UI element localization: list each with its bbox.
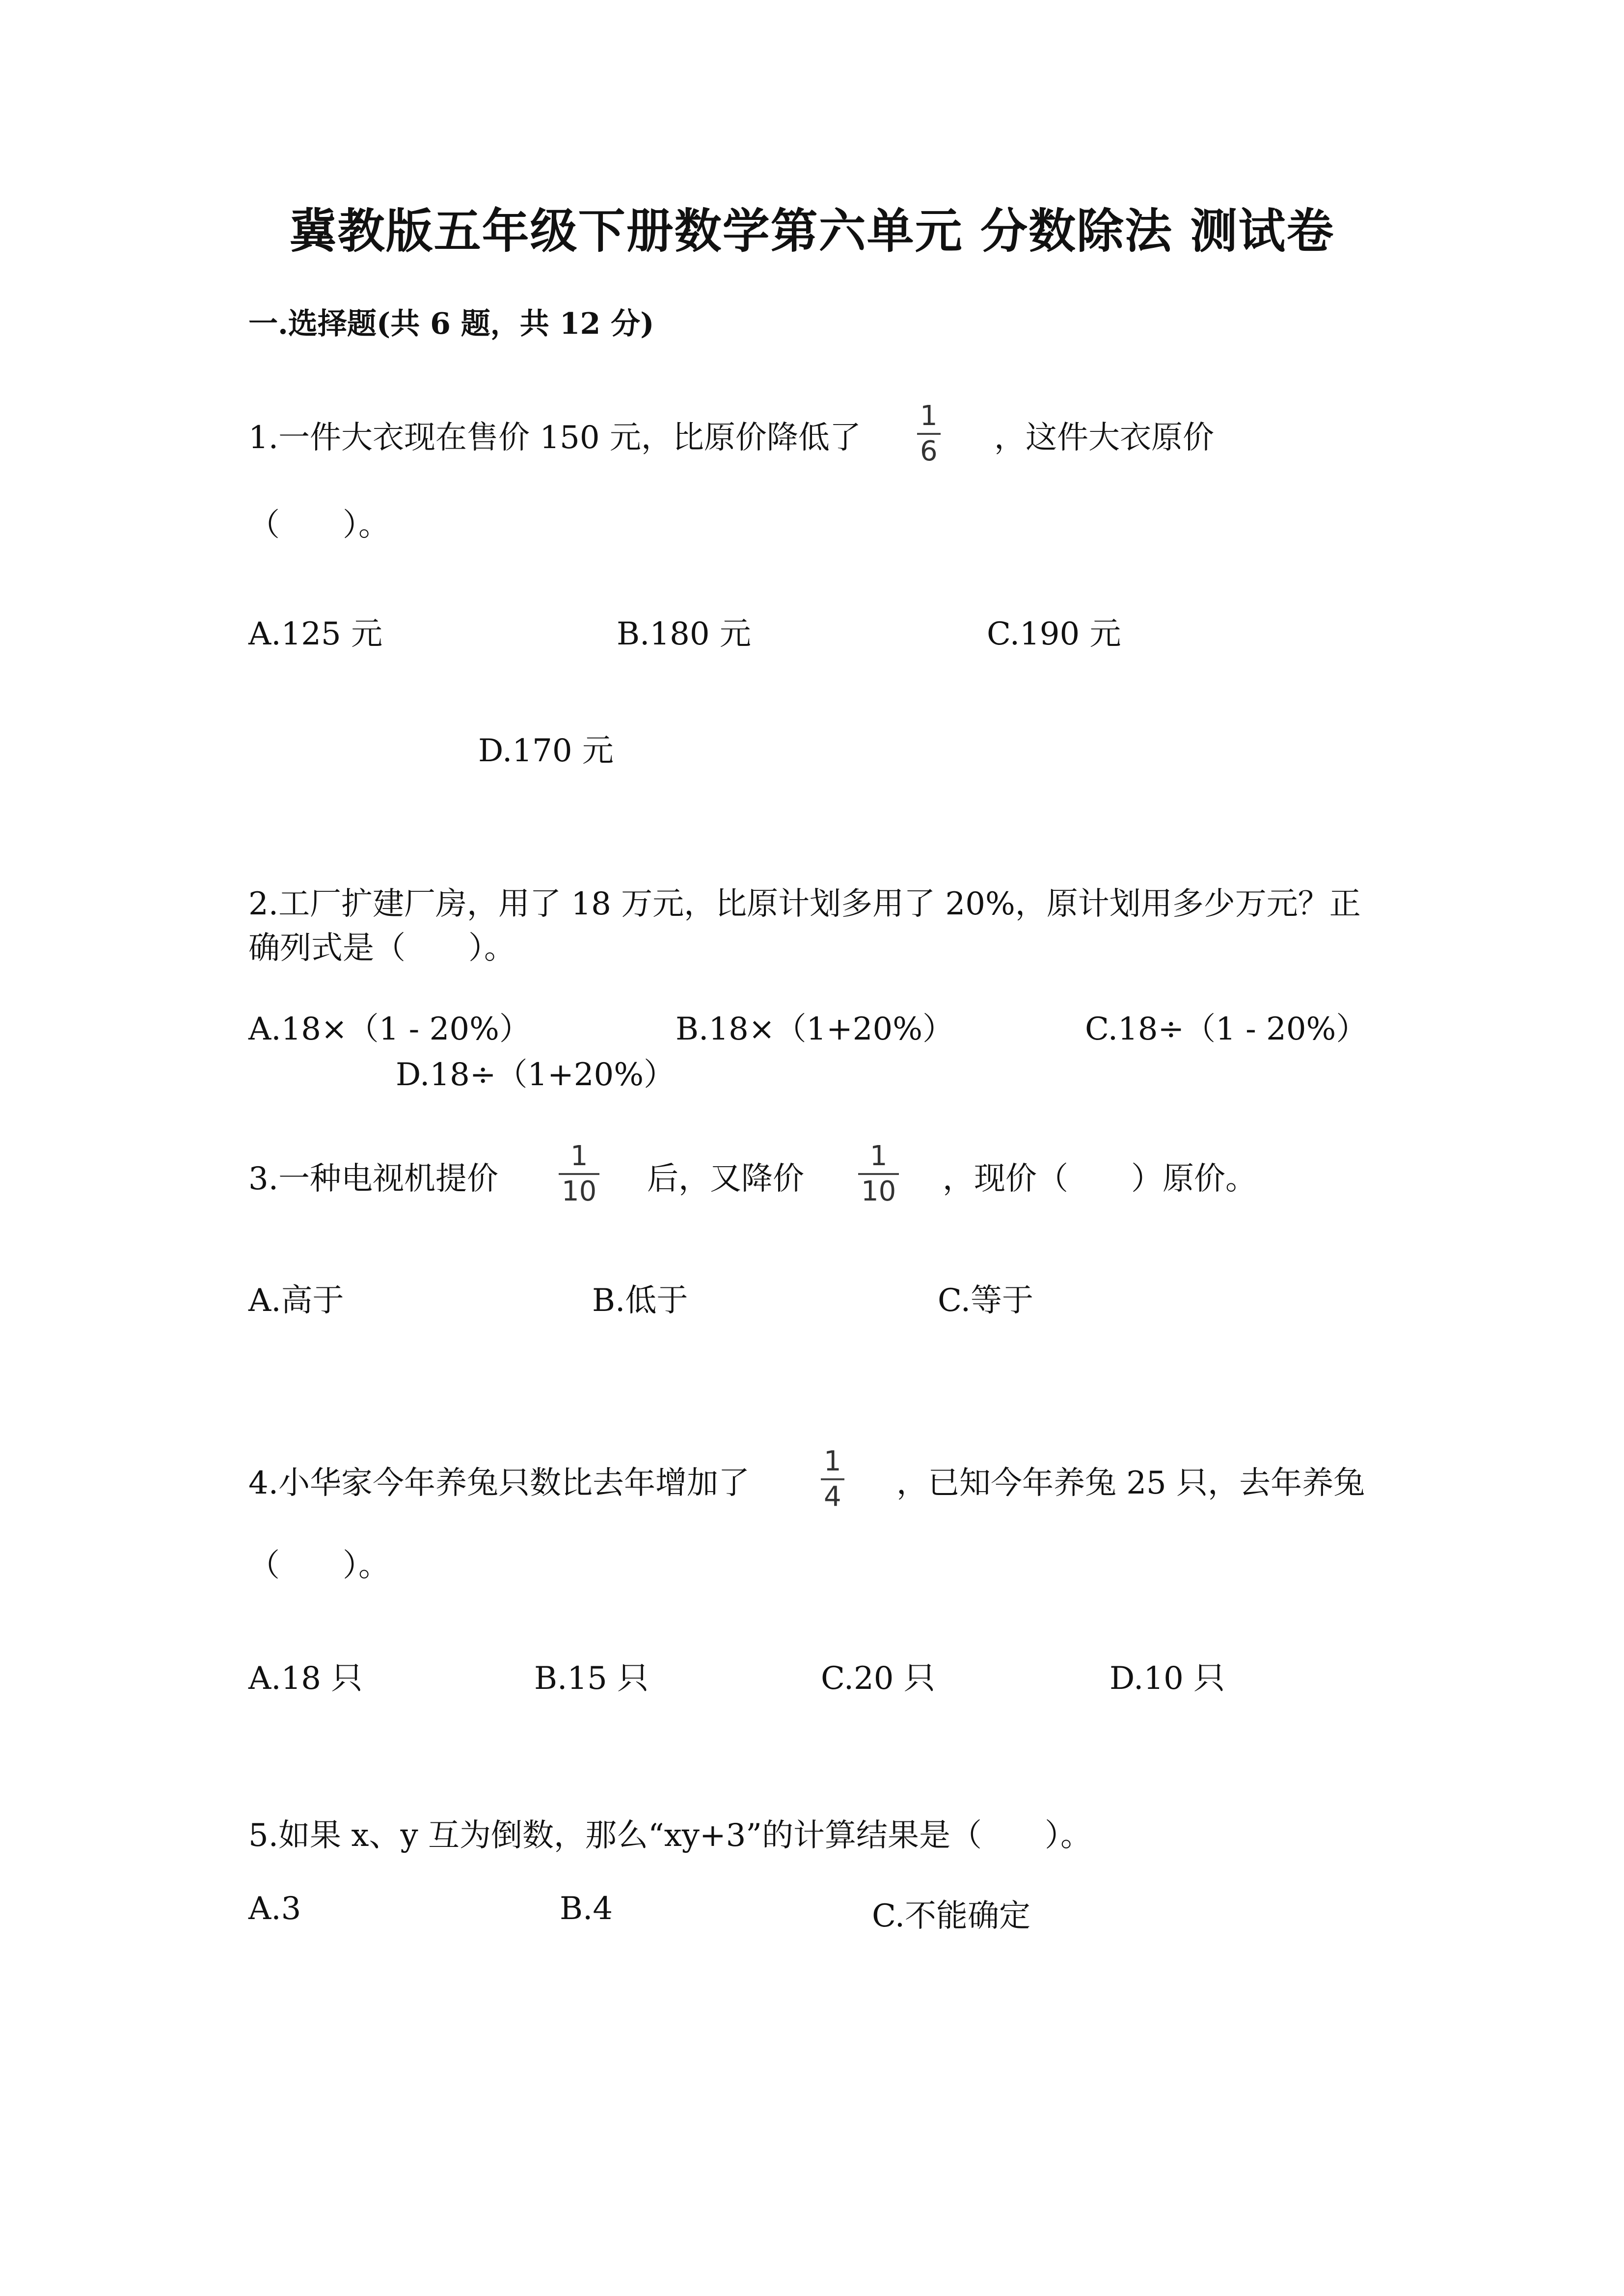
option-2-a[interactable]: A.18×（1 - 20%） [248, 1011, 531, 1047]
option-1-c[interactable]: C.190 元 [987, 616, 1121, 652]
fraction-denominator: 6 [920, 435, 938, 467]
fraction-denominator: 4 [824, 1481, 841, 1513]
option-3-c[interactable]: C.等于 [938, 1282, 1034, 1319]
option-2-d[interactable]: D.18÷（1+20%） [396, 1057, 676, 1093]
question-4-blank: （ ）。 [248, 1548, 390, 1584]
fraction-1-10-second [858, 1140, 899, 1207]
section-heading: 一.选择题(共 6 题，共 12 分) [248, 307, 654, 341]
option-2-b[interactable]: B.18×（1+20%） [676, 1011, 954, 1047]
fraction-numerator: 1 [570, 1140, 588, 1172]
fraction-1-10-first [559, 1140, 599, 1207]
fraction-numerator: 1 [869, 1140, 888, 1172]
option-1-b[interactable]: B.180 元 [617, 616, 751, 652]
question-1-text-a: 1.一件大衣现在售价 150 元，比原价降低了 [248, 420, 861, 456]
fraction-denominator: 10 [562, 1175, 597, 1207]
question-1-blank: （ ）。 [248, 507, 390, 543]
option-5-c[interactable]: C.不能确定 [872, 1898, 1031, 1934]
question-4-text-b: ，已知今年养兔 25 只，去年养兔 [896, 1465, 1365, 1501]
option-4-a[interactable]: A.18 只 [248, 1660, 363, 1697]
option-4-d[interactable]: D.10 只 [1110, 1660, 1225, 1697]
question-2-text-line1: 2.工厂扩建厂房，用了 18 万元，比原计划多用了 20%，原计划用多少万元？正 [248, 886, 1361, 922]
fraction-numerator: 1 [824, 1445, 841, 1477]
fraction-1-6 [917, 402, 941, 465]
question-2-text-line2: 确列式是（ ）。 [248, 930, 515, 966]
page-title: 冀教版五年级下册数学第六单元 分数除法 测试卷 [289, 203, 1335, 259]
option-5-b[interactable]: B.4 [560, 1891, 613, 1927]
fraction-1-4 [821, 1445, 844, 1513]
option-5-a[interactable]: A.3 [248, 1891, 301, 1927]
option-3-a[interactable]: A.高于 [248, 1282, 344, 1319]
option-1-a[interactable]: A.125 元 [248, 616, 383, 652]
question-4-text-a: 4.小华家今年养兔只数比去年增加了 [248, 1465, 750, 1501]
option-1-d[interactable]: D.170 元 [478, 733, 614, 769]
fraction-denominator: 10 [861, 1175, 896, 1207]
question-5-text: 5.如果 x、y 互为倒数，那么“xy+3”的计算结果是（ ）。 [248, 1817, 1092, 1854]
option-4-b[interactable]: B.15 只 [534, 1660, 649, 1697]
option-2-c[interactable]: C.18÷（1 - 20%） [1085, 1011, 1368, 1047]
question-3-text-b: 后，又降价 [647, 1161, 804, 1197]
question-1-text-b: ，这件大衣原价 [994, 420, 1214, 456]
question-3-text-c: ，现价（ ）原价。 [943, 1161, 1257, 1197]
fraction-numerator: 1 [920, 400, 938, 432]
option-3-b[interactable]: B.低于 [592, 1282, 688, 1319]
question-3-text-a: 3.一种电视机提价 [248, 1161, 499, 1197]
option-4-c[interactable]: C.20 只 [821, 1660, 935, 1697]
